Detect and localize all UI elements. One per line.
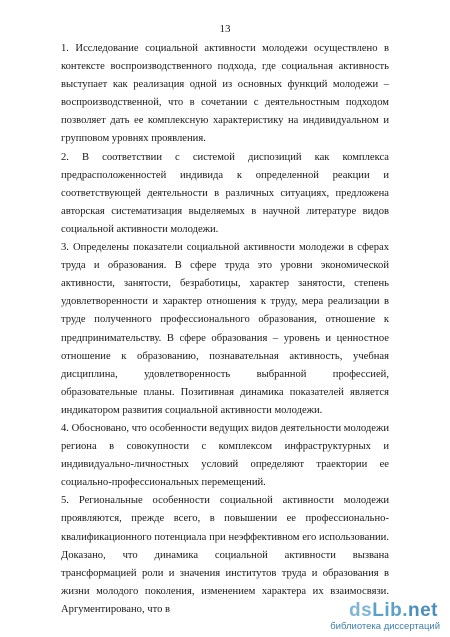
paragraph-2: 2. В соответствии с системой диспозиций как комплекса предрасположенностей индивида к определенной реакции и соответствующей деятельности в различных ситуациях, предложена авторская систематизация выделяемых в научной литературе видов социальной активности молодежи.: [61, 151, 389, 235]
paragraph-5: 5. Региональные особенности социальной активности молодежи проявляются, прежде всего, в повышении ее профессионально-квалификационного потенциала при неэффективном его использовании. Доказано, что динамика социальной активности вызвана трансформацией роли и значения институтов труда и образования в жизни молодого поколения, изменением характера их взаимосвязи. Аргументировано, что в: [61, 495, 389, 615]
page-number: 13: [219, 23, 231, 35]
dslib-logo: [349, 601, 438, 621]
paragraph-3: 3. Определены показатели социальной активности молодежи в сферах труда и образования. В сфере труда это уровни экономической активности, занятости, безработицы, характер занятости, степень удовлетворенности и характер отношения к труду, мера реализации в труде полученного профессионального образования, отношение к предпринимательству. В сфере образования – уровень и ценностное отношение к образованию, познавательная активность, учебная дисциплина, удовлетворенность выбранной профессией, образовательные планы. Позитивная динамика показателей является индикатором развития социальной активности молодежи.: [61, 242, 389, 416]
logo-dot: .: [402, 600, 408, 621]
paragraph-1: 1. Исследование социальной активности молодежи осуществлено в контексте воспроизводственного подхода, где социальная активность выступает как реализация одной из основных функций молодежи – воспроизводственной, что в сочетании с деятельностным подходом позволяет дать ее комплексную характеристику на индивидуальном и групповом уровнях проявления.: [61, 43, 389, 145]
paragraph-4: 4. Обосновано, что особенности ведущих видов деятельности молодежи региона в совокупности с комплексом инфраструктурных и индивидуально-личностных условий определяют траектории ее социально-профессиональных перемещений.: [61, 422, 389, 489]
dslib-watermark[interactable]: [326, 600, 444, 633]
logo-ds: ds: [349, 600, 373, 621]
watermark-caption: библиотека диссертаций: [330, 621, 440, 632]
logo-net: net: [408, 600, 438, 621]
document-body: [61, 40, 389, 619]
logo-lib: Lib: [372, 600, 403, 621]
